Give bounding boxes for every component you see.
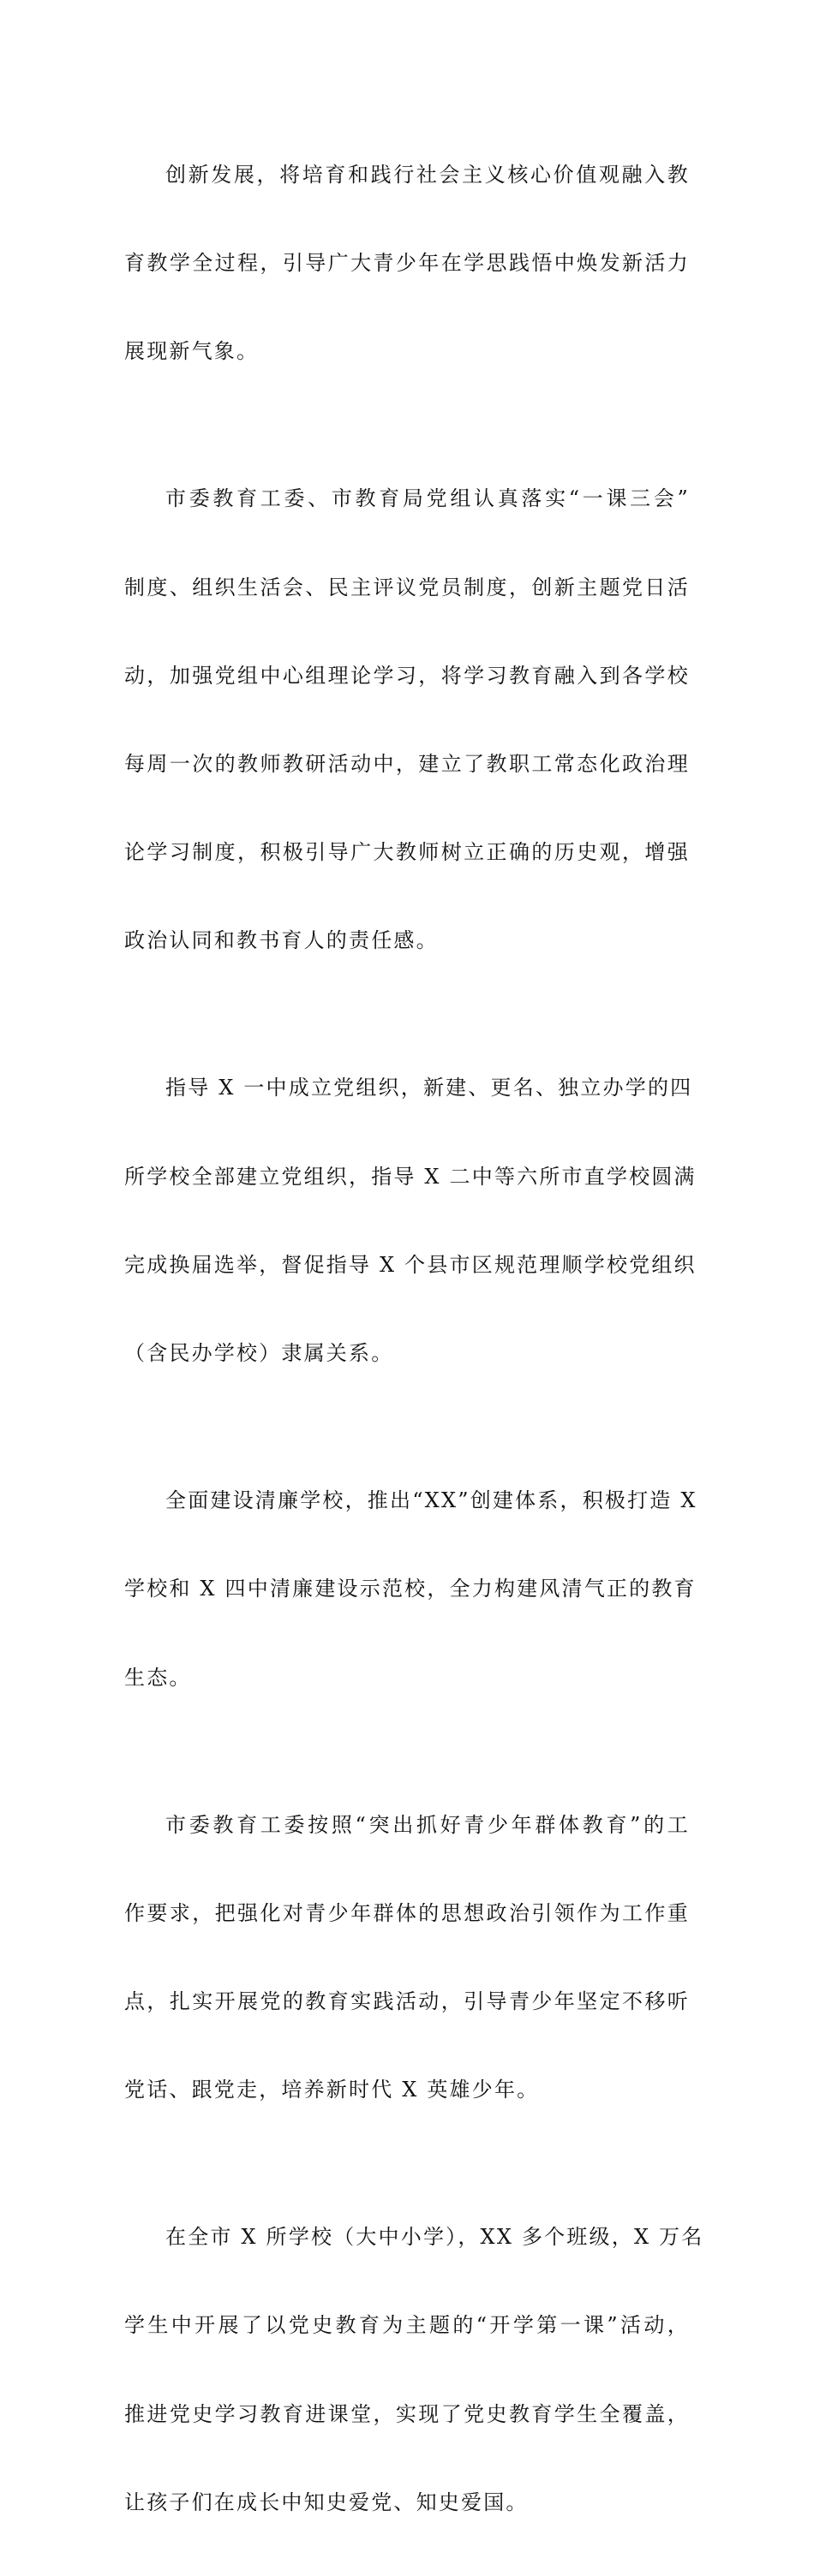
- text-line: 所学校全部建立党组织，指导 X 二中等六所市直学校圆满: [124, 1164, 697, 1189]
- document-body: [124, 101, 704, 2576]
- text-line: 让孩子们在成长中知史爱党、知史爱国。: [124, 2490, 529, 2514]
- text-line: 制度、组织生活会、民主评议党员制度，创新主题党日活: [124, 575, 690, 599]
- text-line: 在全市 X 所学校（大中小学），XX 多个班级，X 万名: [165, 2225, 704, 2250]
- text-line: 全面建设清廉学校，推出“XX”创建体系，积极打造 X: [165, 1488, 697, 1513]
- text-line: 点，扎实开展党的教育实践活动，引导青少年坚定不移听: [124, 1989, 690, 2013]
- text-line: 市委教育工委、市教育局党组认真落实“一课三会”: [165, 486, 690, 511]
- text-line: （含民办学校）隶属关系。: [124, 1341, 394, 1366]
- text-line: 每周一次的教师教研活动中，建立了教职工常态化政治理: [124, 751, 690, 776]
- text-line: 推进党史学习教育进课堂，实现了党史教育学生全覆盖，: [124, 2401, 690, 2426]
- text-line: 创新发展，将培育和践行社会主义核心价值观融入教: [165, 162, 690, 187]
- text-line: 政治认同和教书育人的责任感。: [124, 928, 439, 953]
- paragraph-6: [124, 2163, 704, 2576]
- text-line: 党话、跟党走，培养新时代 X 英雄少年。: [124, 2078, 540, 2102]
- text-line: 学校和 X 四中清廉建设示范校，全力构建风清气正的教育: [124, 1577, 697, 1601]
- paragraph-4: [124, 1427, 697, 1750]
- text-line: 论学习制度，积极引导广大教师树立正确的历史观，增强: [124, 840, 690, 865]
- paragraph-5: [124, 1751, 690, 2164]
- text-line: 生态。: [124, 1665, 192, 1690]
- text-line: 展现新气象。: [124, 339, 260, 364]
- text-line: 指导 X 一中成立党组织，新建、更名、独立办学的四: [165, 1076, 693, 1100]
- text-line: 育教学全过程，引导广大青少年在学思践悟中焕发新活力: [124, 251, 690, 276]
- paragraph-3: [124, 1015, 697, 1428]
- paragraph-1: [124, 101, 690, 425]
- text-line: 作要求，把强化对青少年群体的思想政治引领作为工作重: [124, 1900, 690, 1925]
- paragraph-2: [124, 425, 690, 1014]
- text-line: 完成换届选举，督促指导 X 个县市区规范理顺学校党组织: [124, 1252, 697, 1277]
- text-line: 动，加强党组中心组理论学习，将学习教育融入到各学校: [124, 663, 690, 688]
- text-line: 学生中开展了以党史教育为主题的“开学第一课”活动，: [124, 2313, 690, 2338]
- text-line: 市委教育工委按照“突出抓好青少年群体教育”的工: [165, 1812, 690, 1837]
